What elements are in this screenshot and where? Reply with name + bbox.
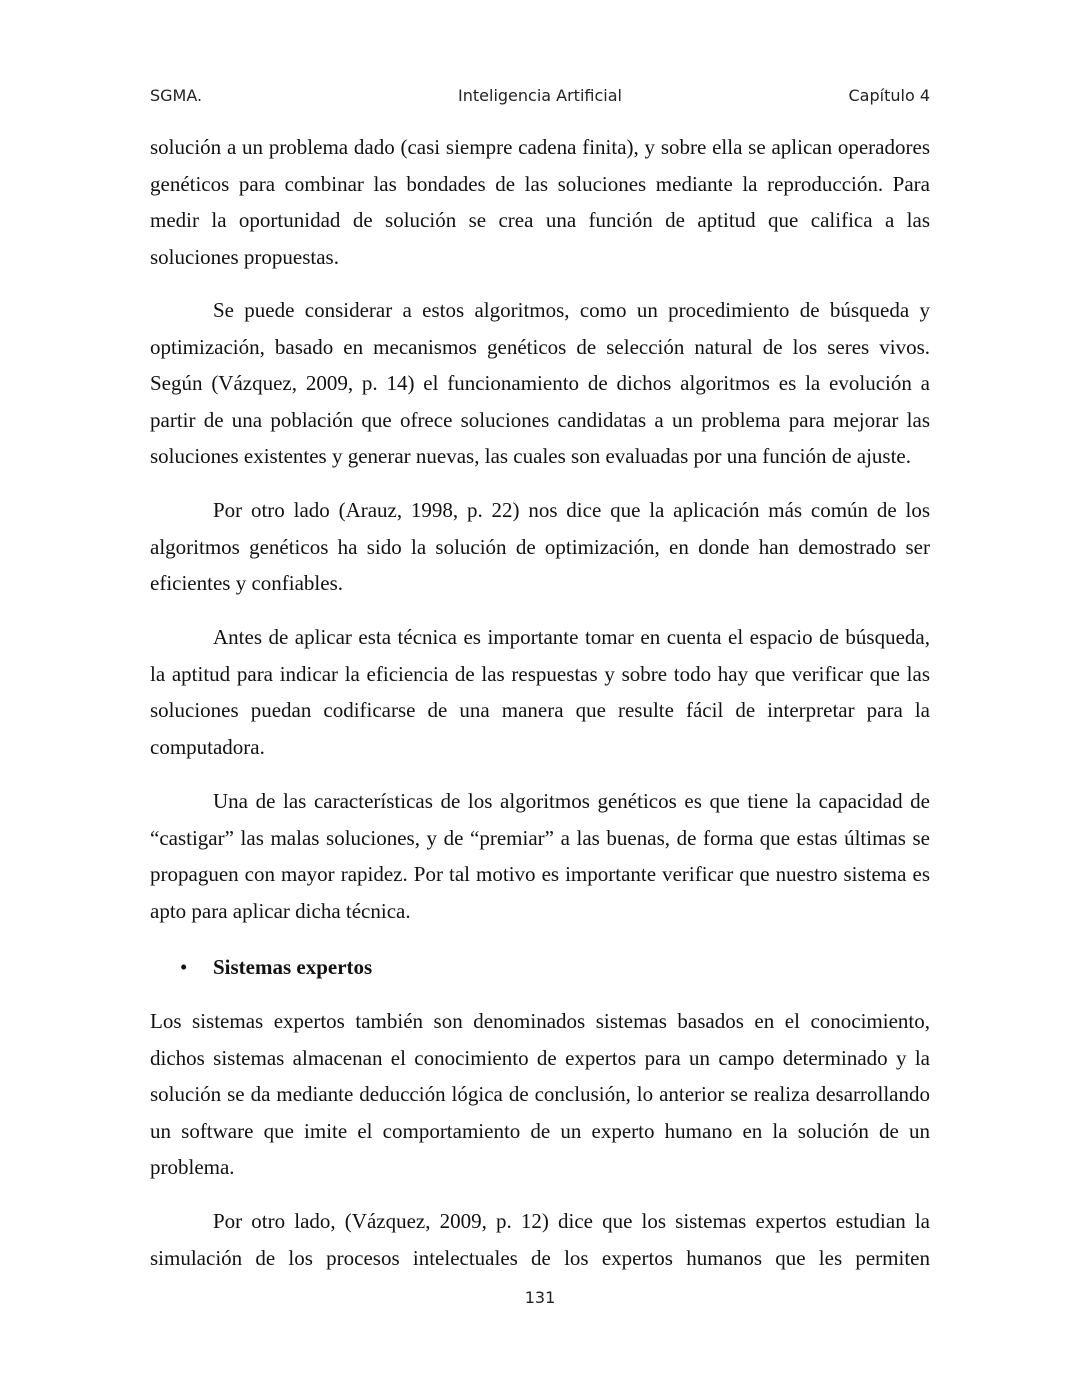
header-title: Inteligencia Artificial — [458, 86, 622, 105]
text-line: optimización, basado en mecanismos genéticos de selección natural de los seres vivos. — [150, 334, 930, 359]
text-line: “castigar” las malas soluciones, y de “premiar” a las buenas, de forma que estas últimas se — [150, 825, 930, 850]
text-line: soluciones puedan codificarse de una manera que resulte fácil de interpretar para la — [150, 698, 930, 723]
text-line: solución a un problema dado (casi siempre cadena finita), y sobre ella se aplican operadores — [150, 135, 930, 159]
text-line: problema. — [150, 1155, 235, 1180]
paragraph — [150, 292, 930, 475]
text-line: un software que imite el comportamiento de un experto humano en la solución de un — [150, 1118, 930, 1143]
text-line: Por otro lado, (Vázquez, 2009, p. 12) dice que los sistemas expertos estudian la — [213, 1209, 930, 1233]
text-line: Los sistemas expertos también son denominados sistemas basados en el conocimiento, — [150, 1009, 930, 1033]
text-line: dichos sistemas almacenan el conocimiento de expertos para un campo determinado y la — [150, 1045, 930, 1070]
text-line: partir de una población que ofrece soluciones candidatas a un problema para mejorar las — [150, 407, 930, 432]
text-line: computadora. — [150, 734, 265, 759]
text-line: soluciones propuestas. — [150, 244, 339, 269]
text-line: apto para aplicar dicha técnica. — [150, 898, 411, 923]
text-line: Según (Vázquez, 2009, p. 14) el funcionamiento de dichos algoritmos es la evolución a — [150, 371, 930, 396]
paragraph — [150, 129, 930, 275]
section-heading-text: Sistemas expertos — [213, 955, 373, 979]
text-line: soluciones existentes y generar nuevas, las cuales son evaluadas por una función de ajuste. — [150, 444, 912, 469]
paragraph — [150, 783, 930, 929]
paragraph — [150, 1203, 930, 1276]
page-number: 131 — [524, 1288, 556, 1307]
header-chapter: Capítulo 4 — [848, 86, 930, 105]
text-line: Se puede considerar a estos algoritmos, como un procedimiento de búsqueda y — [213, 298, 930, 322]
text-line: Una de las características de los algoritmos genéticos es que tiene la capacidad de — [213, 789, 930, 813]
text-line: propaguen con mayor rapidez. Por tal motivo es importante verificar que nuestro sistema es — [150, 862, 930, 887]
bullet-icon: • — [180, 955, 188, 979]
text-line: Antes de aplicar esta técnica es importante tomar en cuenta el espacio de búsqueda, — [213, 625, 930, 649]
text-line: genéticos para combinar las bondades de las soluciones mediante la reproducción. Para — [150, 171, 930, 196]
paragraph — [150, 619, 930, 765]
text-line: simulación de los procesos intelectuales de los expertos humanos que les permiten — [150, 1245, 930, 1270]
text-line: la aptitud para indicar la eficiencia de las respuestas y sobre todo hay que verificar que las — [150, 661, 930, 686]
paragraph — [150, 492, 930, 602]
text-line: eficientes y confiables. — [150, 571, 343, 596]
text-line: Por otro lado (Arauz, 1998, p. 22) nos dice que la aplicación más común de los — [213, 498, 930, 522]
text-line: medir la oportunidad de solución se crea una función de aptitud que califica a las — [150, 208, 930, 233]
text-line: algoritmos genéticos ha sido la solución de optimización, en donde han demostrado ser — [150, 534, 930, 559]
text-line: solución se da mediante deducción lógica de conclusión, lo anterior se realiza desarrollando — [150, 1082, 930, 1107]
paragraph — [150, 1003, 930, 1186]
header-left: SGMA. — [150, 86, 203, 105]
